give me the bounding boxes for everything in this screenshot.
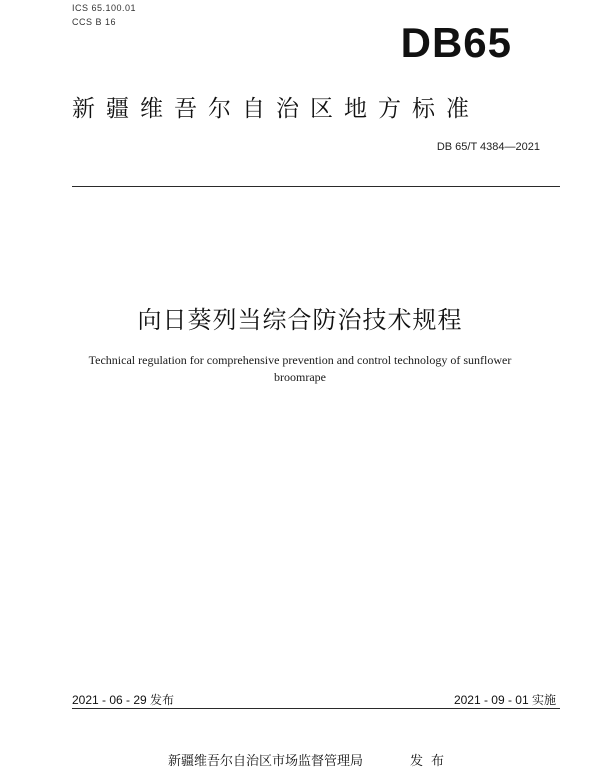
document-title-chinese: 向日葵列当综合防治技术规程 (137, 306, 463, 334)
standard-type-heading: 新疆维吾尔自治区地方标准 (72, 96, 480, 122)
db-standard-code: DB65 (400, 19, 512, 66)
footer-divider (72, 708, 560, 709)
header-divider (72, 186, 560, 187)
ics-code: ICS 65.100.01 (72, 3, 137, 13)
ccs-code: CCS B 16 (72, 17, 117, 27)
implementation-date: 2021 - 09 - 01 实施 (453, 693, 556, 707)
publication-date: 2021 - 06 - 29 发布 (72, 693, 175, 707)
standard-number: DB 65/T 4384—2021 (436, 141, 540, 153)
issue-label: 发布 (410, 754, 453, 769)
issuing-authority: 新疆维吾尔自治区市场监督管理局 (168, 754, 364, 769)
document-title-english: Technical regulation for comprehensive prevention and control technology of sunflower broomrape (88, 353, 512, 384)
